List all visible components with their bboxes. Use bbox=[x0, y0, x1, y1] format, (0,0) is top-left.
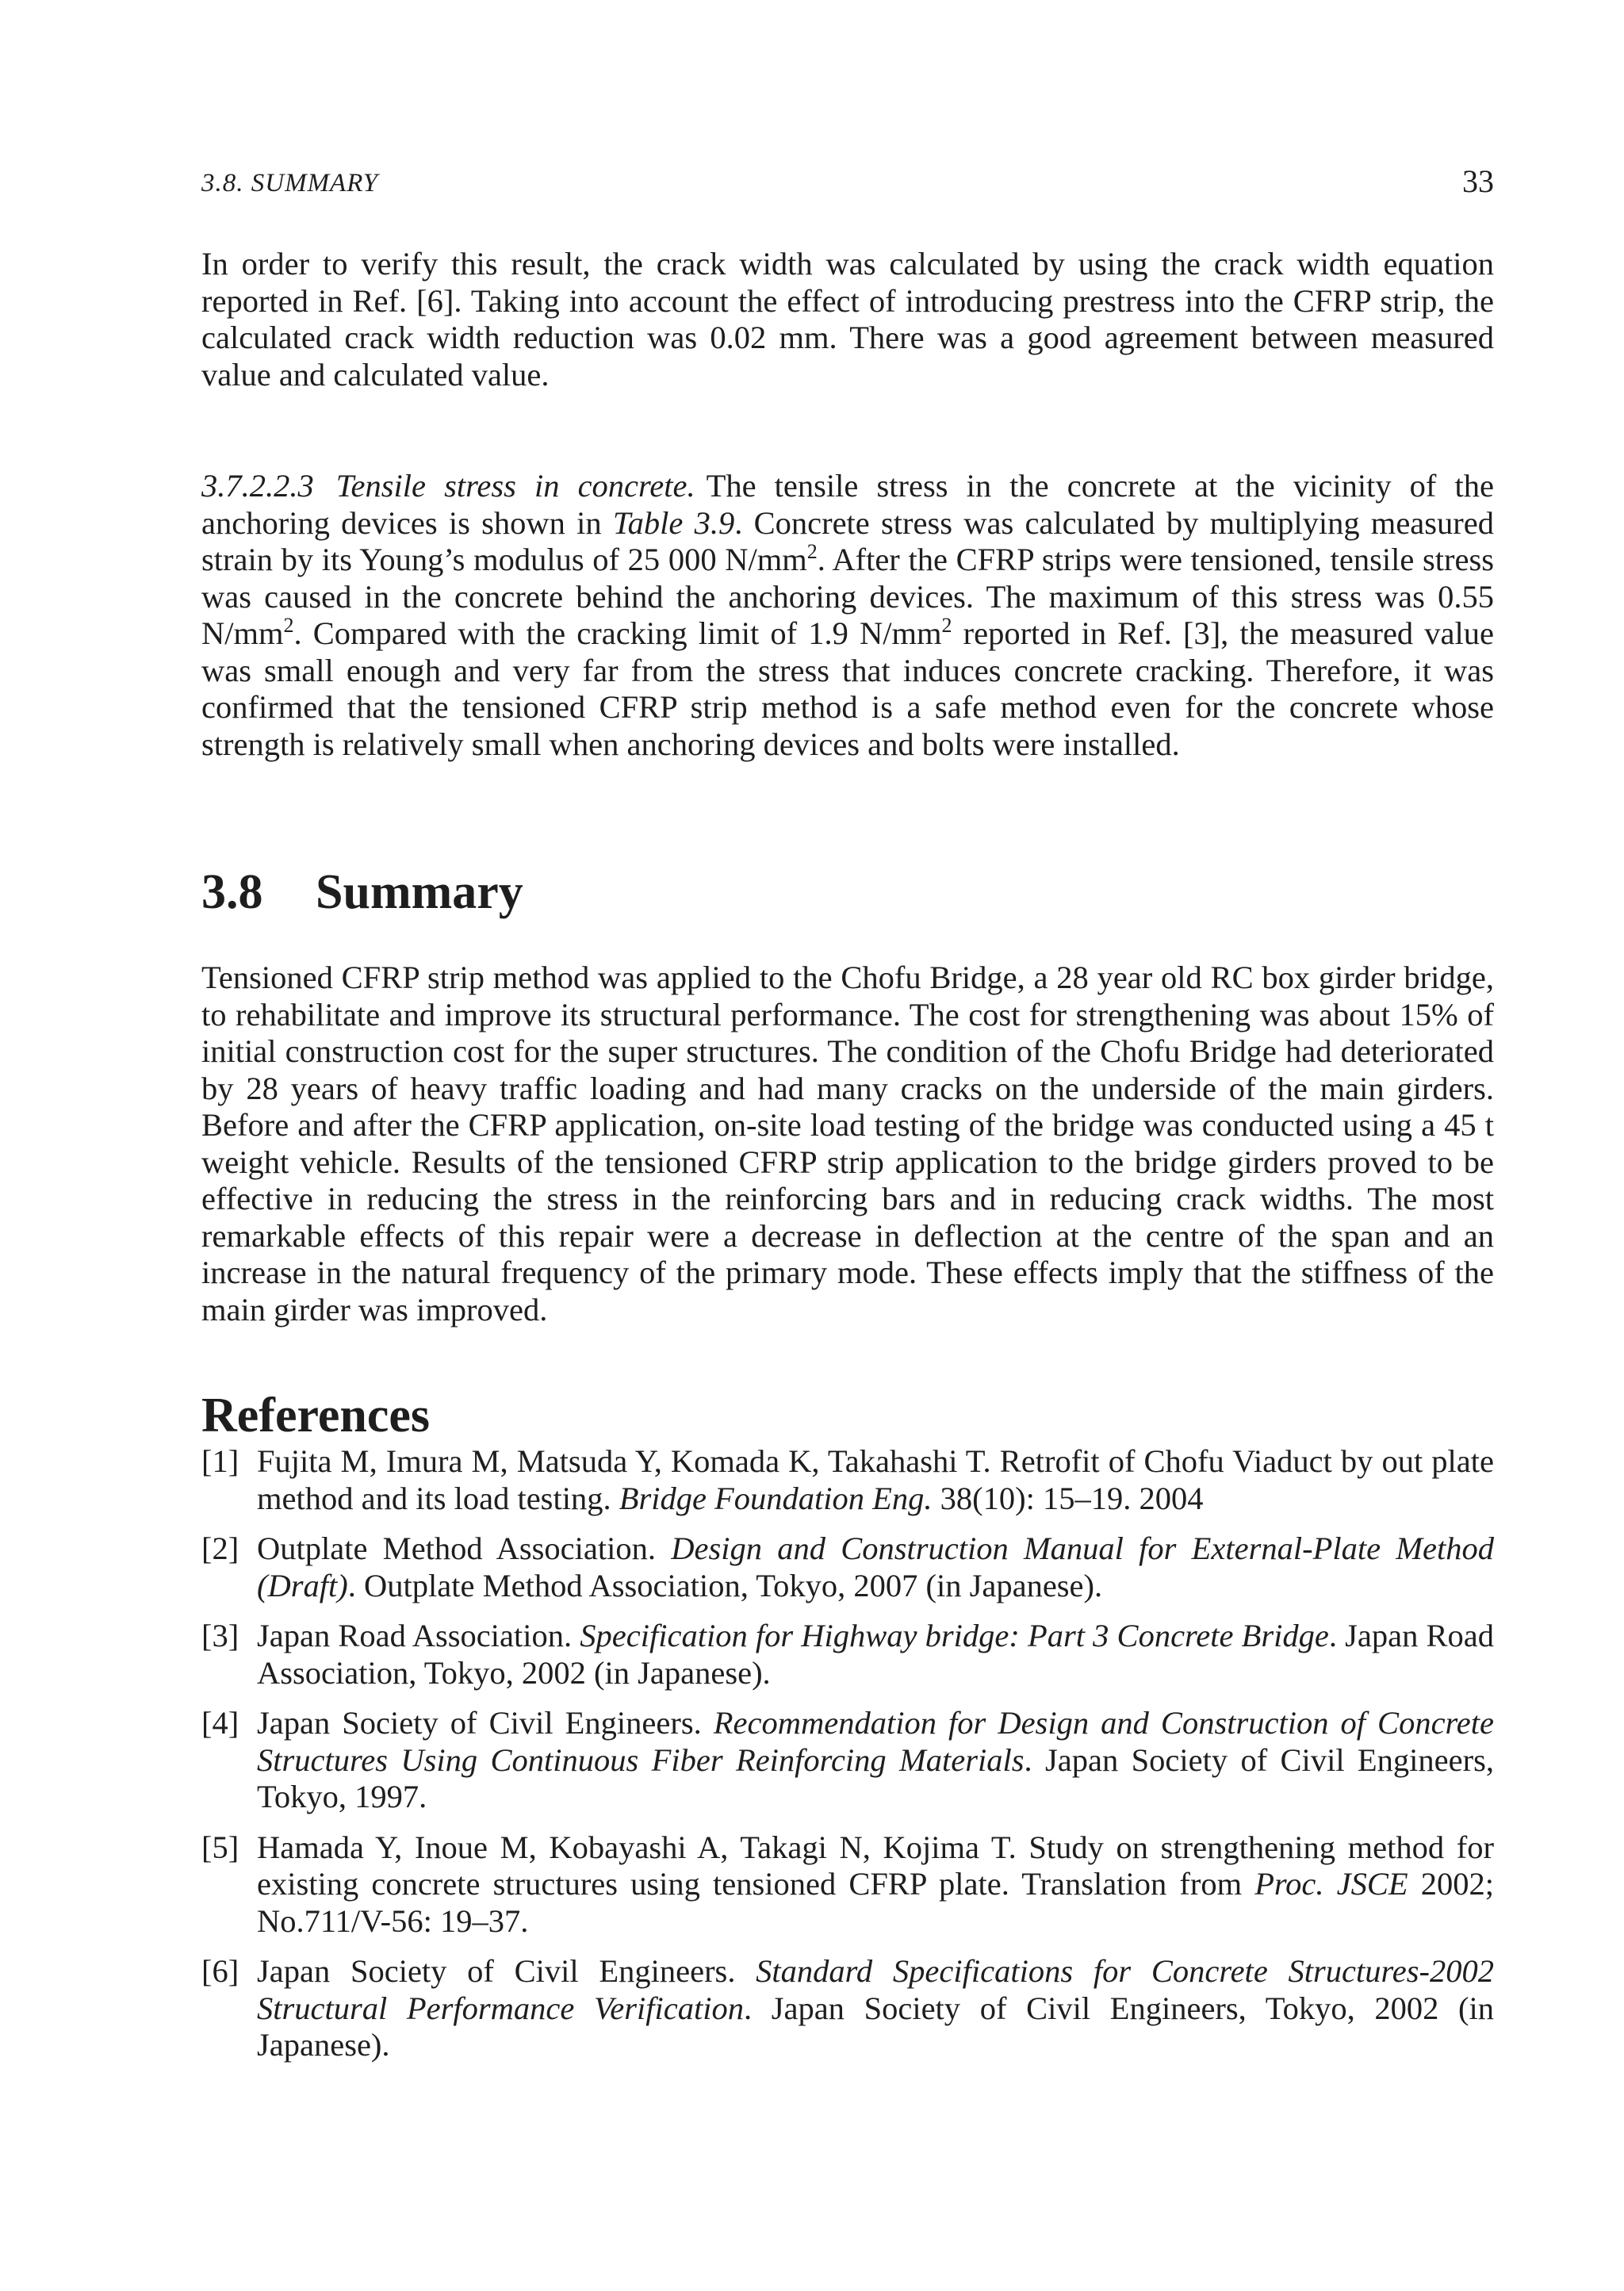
reference-text: Japan Society of Civil Engineers. bbox=[257, 1705, 714, 1741]
section-heading bbox=[201, 864, 523, 920]
reference-label: [3] bbox=[201, 1618, 239, 1653]
reference-text: . Japan Road Association, Tokyo, 2002 (in Japanese). bbox=[257, 1618, 1494, 1691]
running-head-section: 3.8. SUMMARY bbox=[201, 169, 379, 197]
page-number: 33 bbox=[1462, 163, 1494, 199]
reference-title: Recommendation for Design and Construction of Concrete Structures Using Continuous Fiber Reinforcing Materials bbox=[257, 1705, 1495, 1778]
reference-label: [1] bbox=[201, 1443, 239, 1479]
reference-label: [2] bbox=[201, 1531, 239, 1566]
reference-text: Japan Society of Civil Engineers. bbox=[257, 1953, 756, 1989]
running-head bbox=[201, 163, 1494, 202]
reference-text: Japan Road Association. bbox=[257, 1618, 580, 1653]
reference-item bbox=[201, 1953, 1494, 2064]
paragraph-crack-width: In order to verify this result, the crack width was calculated by using the crack width equation reported in Ref. [6]. Taking into account the effect of introducing prestress into the CFRP strip, the calculated crack width reduction was 0.02 mm. There was a good agreement between measured value and calculated value. bbox=[201, 246, 1494, 393]
reference-text: Outplate Method Association. bbox=[257, 1531, 672, 1566]
reference-title: Design and Construction Manual for External-Plate Method (Draft) bbox=[257, 1531, 1494, 1603]
reference-title: Proc. JSCE bbox=[1254, 1866, 1408, 1902]
reference-text: . Japan Society of Civil Engineers, Tokyo, 1997. bbox=[257, 1741, 1494, 1814]
subsubsection-title: Tensile stress in concrete. bbox=[335, 468, 695, 504]
text-run: . After the CFRP strips were tensioned, tensile stress was caused in the concrete behind the anchoring devices. The maximum of this stress was 0.55 N/mm bbox=[201, 542, 1494, 651]
reference-text: . Outplate Method Association, Tokyo, 2007 (in Japanese). bbox=[347, 1567, 1103, 1603]
paragraph-summary: Tensioned CFRP strip method was applied to the Chofu Bridge, a 28 year old RC box girder bridge, to rehabilitate and improve its structural performance. The cost for strengthening was about 15% of initial construction cost for the super structures. The condition of the Chofu Bridge had deteriorated by 28 years of heavy traffic loading and had many cracks on the underside of the main girders. Before and after the CFRP application, on-site load testing of the bridge was conducted using a 45 t weight vehicle. Results of the tensioned CFRP strip application to the bridge girders proved to be effective in reducing the stress in the reinforcing bars and in reducing crack widths. The most remarkable effects of this repair were a decrease in deflection at the centre of the span and an increase in the natural frequency of the primary mode. These effects imply that the stiffness of the main girder was improved. bbox=[201, 960, 1494, 1327]
reference-text: . Japan Society of Civil Engineers, Tokyo, 2002 (in Japanese). bbox=[257, 1990, 1494, 2063]
table-reference: Table 3.9 bbox=[612, 504, 735, 541]
text-run: . Compared with the cracking limit of 1.9 N/mm bbox=[293, 615, 942, 651]
paragraph-tensile-stress bbox=[201, 468, 1494, 763]
reference-item bbox=[201, 1443, 1494, 1517]
reference-item bbox=[201, 1829, 1494, 1940]
references-heading: References bbox=[201, 1389, 431, 1442]
reference-text: Hamada Y, Inoue M, Kobayashi A, Takagi N, Kojima T. Study on strengthening method for existing concrete structures using tensioned CFRP plate. Translation from bbox=[257, 1829, 1494, 1902]
reference-text: 2002; No.711/V-56: 19–37. bbox=[257, 1866, 1494, 1939]
text-run: . Concrete stress was calculated by multiplying measured strain by its Young’s modulus of 25 000 N/mm bbox=[201, 504, 1494, 577]
section-title: Summary bbox=[316, 865, 523, 919]
superscript: 2 bbox=[941, 614, 952, 637]
reference-label: [4] bbox=[201, 1705, 239, 1741]
reference-title: Bridge Foundation Eng. bbox=[619, 1480, 933, 1516]
reference-label: [6] bbox=[201, 1953, 239, 1989]
text-run: reported in Ref. [3], the measured value was small enough and very far from the stress that induces concrete cracking. Therefore, it was confirmed that the tensioned CFRP strip method is a safe method even for the concrete whose strength is relatively small when anchoring devices and bolts were installed. bbox=[201, 615, 1494, 762]
reference-text: Fujita M, Imura M, Matsuda Y, Komada K, Takahashi T. Retrofit of Chofu Viaduct by out plate method and its load testing. bbox=[257, 1443, 1494, 1516]
subsubsection-heading bbox=[201, 468, 695, 504]
reference-item bbox=[201, 1531, 1494, 1604]
subsubsection-number: 3.7.2.2.3 bbox=[201, 468, 314, 504]
section-number: 3.8 bbox=[201, 865, 263, 919]
reference-item bbox=[201, 1705, 1494, 1816]
reference-list bbox=[201, 1443, 1494, 2078]
superscript: 2 bbox=[806, 540, 818, 563]
reference-title: Specification for Highway bridge: Part 3 Concrete Bridge bbox=[580, 1618, 1329, 1653]
reference-text: 38(10): 15–19. 2004 bbox=[932, 1480, 1204, 1516]
reference-title: Standard Specifications for Concrete Structures-2002 Structural Performance Verification bbox=[257, 1953, 1494, 2026]
reference-item bbox=[201, 1618, 1494, 1691]
superscript: 2 bbox=[283, 614, 294, 637]
reference-label: [5] bbox=[201, 1829, 239, 1865]
text-run: The tensile stress in the concrete at the vicinity of the anchoring devices is shown in bbox=[201, 468, 1494, 541]
